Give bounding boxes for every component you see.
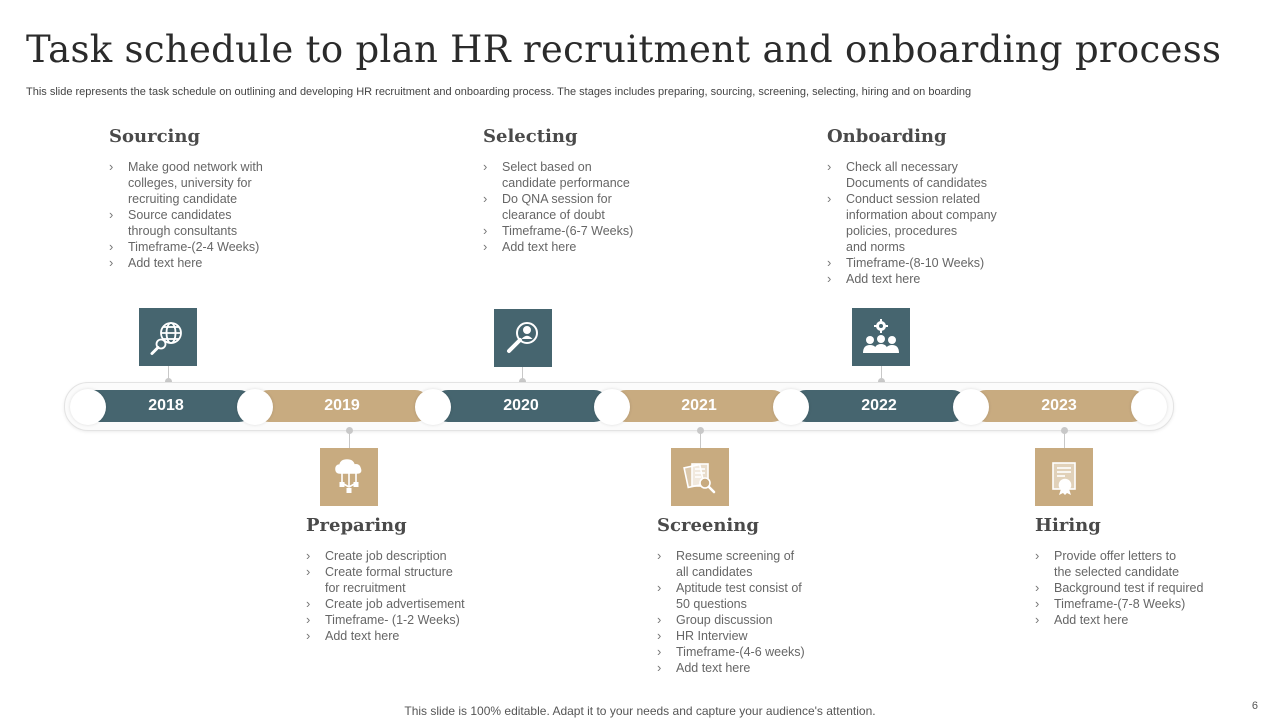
bullet-list (306, 548, 536, 644)
bullet-item: › Add text here (657, 660, 887, 676)
stage-title: Screening (657, 515, 759, 536)
bullet-item: › Background test if required (1035, 580, 1265, 596)
bullet-item: › Do QNA session for clearance of doubt (483, 191, 703, 223)
timeline-joint (1131, 389, 1167, 425)
certificate-icon (1035, 448, 1093, 506)
timeline-joint (953, 389, 989, 425)
connector-line (700, 430, 701, 448)
bullet-list (657, 548, 887, 676)
stage-title: Selecting (483, 126, 578, 147)
bullet-item: › Source candidates through consultants (109, 207, 329, 239)
bullet-item: › Group discussion (657, 612, 887, 628)
bullet-list (109, 159, 329, 271)
year-segment-2023: 2023 (970, 390, 1148, 422)
cloud-network-icon (320, 448, 378, 506)
bullet-item: › Provide offer letters to the selected candidate (1035, 548, 1265, 580)
timeline-joint (70, 389, 106, 425)
bullet-item: › Check all necessary Documents of candidates (827, 159, 1057, 191)
bullet-list (1035, 548, 1265, 628)
year-segment-2022: 2022 (790, 390, 968, 422)
stage-sourcing (109, 126, 329, 271)
year-segment-2018: 2018 (77, 390, 255, 422)
bullet-item: › Timeframe- (1-2 Weeks) (306, 612, 536, 628)
stage-preparing (306, 515, 536, 644)
timeline-joint (594, 389, 630, 425)
connector-line (1064, 430, 1065, 448)
bullet-item: › Make good network with colleges, university for recruiting candidate (109, 159, 329, 207)
bullet-item: › Timeframe-(7-8 Weeks) (1035, 596, 1265, 612)
year-segment-2021: 2021 (610, 390, 788, 422)
bullet-item: › Aptitude test consist of 50 questions (657, 580, 887, 612)
bullet-item: › Timeframe-(4-6 weeks) (657, 644, 887, 660)
stage-hiring (1035, 515, 1265, 628)
bullet-item: › Add text here (1035, 612, 1265, 628)
stage-selecting (483, 126, 703, 255)
bullet-item: › Add text here (827, 271, 1057, 287)
timeline-joint (773, 389, 809, 425)
bullet-item: › Timeframe-(8-10 Weeks) (827, 255, 1057, 271)
stage-title: Hiring (1035, 515, 1101, 536)
year-segment-2020: 2020 (432, 390, 610, 422)
timeline-joint (237, 389, 273, 425)
bullet-item: › Create job description (306, 548, 536, 564)
stage-title: Preparing (306, 515, 407, 536)
bullet-item: › Create formal structure for recruitment (306, 564, 536, 596)
timeline-joint (415, 389, 451, 425)
bullet-item: › Conduct session related information about company policies, procedures and norms (827, 191, 1057, 255)
bullet-list (483, 159, 703, 255)
bullet-item: › Timeframe-(6-7 Weeks) (483, 223, 703, 239)
document-search-icon (671, 448, 729, 506)
stage-title: Sourcing (109, 126, 201, 147)
stage-onboarding (827, 126, 1057, 287)
footer-note: This slide is 100% editable. Adapt it to your needs and capture your audience's attention. (404, 704, 876, 718)
bullet-item: › Timeframe-(2-4 Weeks) (109, 239, 329, 255)
connector-line (349, 430, 350, 448)
stage-screening (657, 515, 887, 676)
page-number: 6 (1251, 700, 1258, 712)
bullet-item: › HR Interview (657, 628, 887, 644)
globe-search-icon (139, 308, 197, 366)
bullet-item: › Add text here (109, 255, 329, 271)
bullet-item: › Add text here (306, 628, 536, 644)
bullet-list (827, 159, 1057, 287)
bullet-item: › Select based on candidate performance (483, 159, 703, 191)
bullet-item: › Resume screening of all candidates (657, 548, 887, 580)
year-segment-2019: 2019 (253, 390, 431, 422)
page-subtitle: This slide represents the task schedule on outlining and developing HR recruitment and onboarding process. The stages includes preparing, sourcing, screening, selecting, hiring and on boarding (26, 86, 972, 98)
team-gear-icon (852, 308, 910, 366)
page-title: Task schedule to plan HR recruitment and onboarding process (26, 28, 1222, 71)
bullet-item: › Add text here (483, 239, 703, 255)
stage-title: Onboarding (827, 126, 947, 147)
user-search-icon (494, 309, 552, 367)
bullet-item: › Create job advertisement (306, 596, 536, 612)
